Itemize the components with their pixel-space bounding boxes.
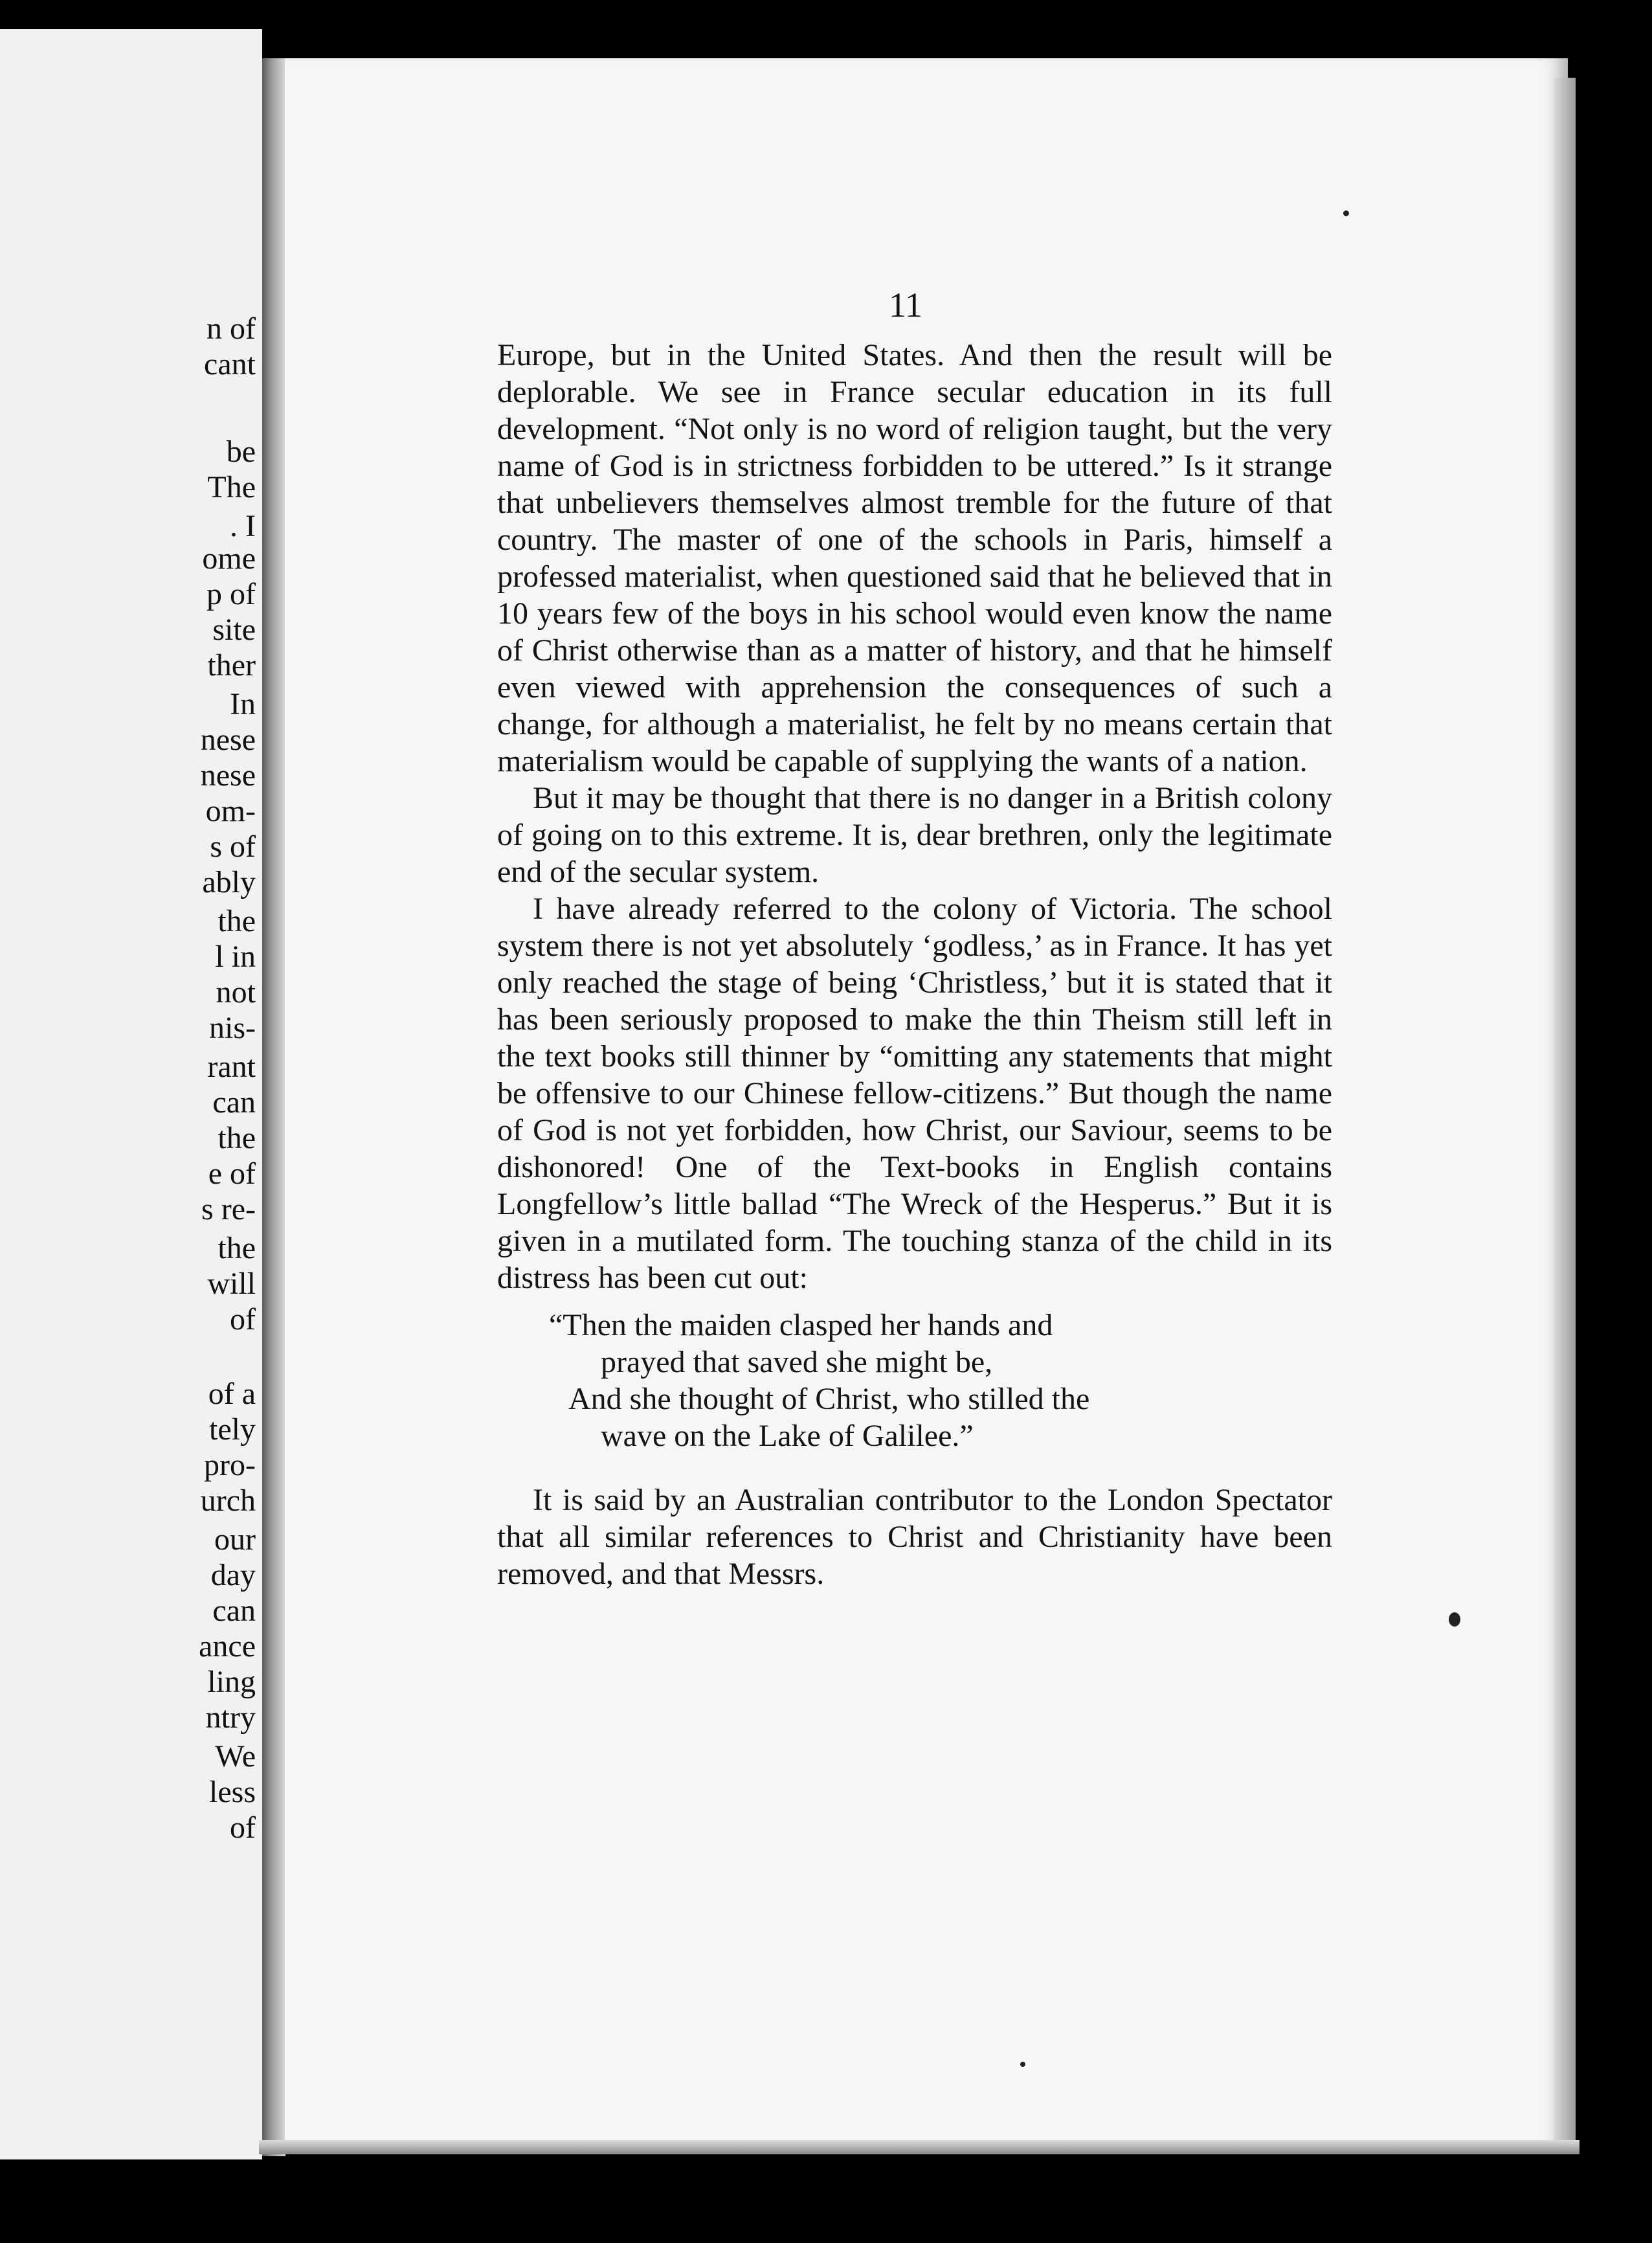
left-page-fragment: of [230,1302,256,1336]
left-page-fragment: nese [200,723,256,757]
left-page-fragment: . I [230,509,256,543]
body-text [497,337,1332,1592]
left-page-fragment: The [207,470,256,504]
left-page-fragment: ling [207,1665,256,1699]
left-page-fragment: of [230,1810,256,1845]
left-page-fragment: In [230,687,256,721]
left-page-fragment: be [226,434,256,469]
ink-speck [1020,2062,1025,2067]
left-page-fragment: will [207,1267,256,1301]
left-page-fragment: e of [208,1156,256,1191]
left-page-fragment: site [212,613,256,647]
left-page-fragment: s of [210,829,256,864]
left-page-fragment: ance [199,1629,256,1663]
verse-line: wave on the Lake of Galilee.” [601,1419,974,1453]
verse-quote [497,1307,1332,1454]
left-page-fragment: can [212,1085,256,1120]
left-page-fragment: om- [205,794,256,828]
left-page-fragment: the [218,904,256,938]
paragraph-1: Europe, but in the United States. And then the result will be deplorable. We see in France secular education in its full development. “Not only is no word of religion taught, but the very name of God is in strictness forbidden to be uttered.” Is it strange that unbelievers themselves almost tremble for the future of that country. The master of one of the schools in Paris, himself a professed materialist, when questioned said that he believed that in 10 years few of the boys in his school would even know the name of Christ otherwise than as a matter of history, and that he himself even viewed with apprehension the consequences of such a change, for although a materialist, he felt by no means certain that materialism would be capable of supplying the wants of a nation. [497,338,1332,778]
book-gutter [262,58,285,2156]
ink-speck [1449,1612,1460,1627]
left-page-fragment: ome [202,541,256,576]
ink-speck [1343,210,1349,216]
page-bottom-edge [259,2140,1579,2154]
left-page-fragment: not [216,975,256,1009]
verse-line: prayed that saved she might be, [601,1345,993,1379]
left-page-fragment: cant [204,347,256,381]
left-page-fragment: n of [206,311,256,346]
left-page-fragment: We [215,1739,256,1774]
left-page-fragment: the [218,1231,256,1265]
left-page-fragment: day [210,1558,256,1592]
left-page-fragment: ably [202,865,256,899]
verse-line: And she thought of Christ, who stilled the [568,1382,1090,1416]
left-page-fragment: rant [207,1050,256,1084]
paragraph-2: But it may be thought that there is no danger in a British colony of going on to this extreme. It is, dear brethren, only the legitimate end of the secular system. [497,781,1332,889]
left-page-fragment: ther [207,648,256,682]
left-page-fragment: pro- [204,1448,256,1482]
left-page-fragment: can [212,1594,256,1628]
page-right-edge [1554,78,1576,2150]
left-page-fragment: urch [200,1483,256,1518]
left-page-fragment: p of [206,577,256,611]
paragraph-3: I have already referred to the colony of Victoria. The school system there is not yet absolutely ‘godless,’ as in France. It has yet only reached the stage of being ‘Christless,’ but it is stated that it has been seriously proposed to make the thin Theism still left in the text books still thinner by “omitting any statements that might be offensive to our Chinese fellow-citizens.” But though the name of God is not yet forbidden, how Christ, our Saviour, seems to be dishonored! One of the Text-books in English contains Longfellow’s little ballad “The Wreck of the Hesperus.” But it is given in a mutilated form. The touching stanza of the child in its distress has been cut out: [497,892,1332,1295]
verse-line: “Then the maiden clasped her hands and [549,1308,1053,1342]
left-page-fragment: tely [209,1412,256,1447]
left-page-fragment: the [218,1121,256,1155]
paragraph-4: It is said by an Australian contributor to the London Spectator that all similar references to Christ and Christianity have been removed, and that Messrs. [497,1483,1332,1591]
left-page-fragment: nis- [209,1011,256,1045]
left-page-fragment: nese [200,758,256,793]
page-number: 11 [889,286,922,324]
left-page-fragment: ntry [205,1700,256,1735]
left-page-fragment: of a [208,1377,256,1411]
left-page-fragment: our [214,1522,256,1557]
left-page-fragment: l in [215,940,256,974]
left-page-fragment: s re- [201,1192,256,1226]
left-page-fragment: less [209,1775,256,1809]
left-page [0,29,262,2159]
